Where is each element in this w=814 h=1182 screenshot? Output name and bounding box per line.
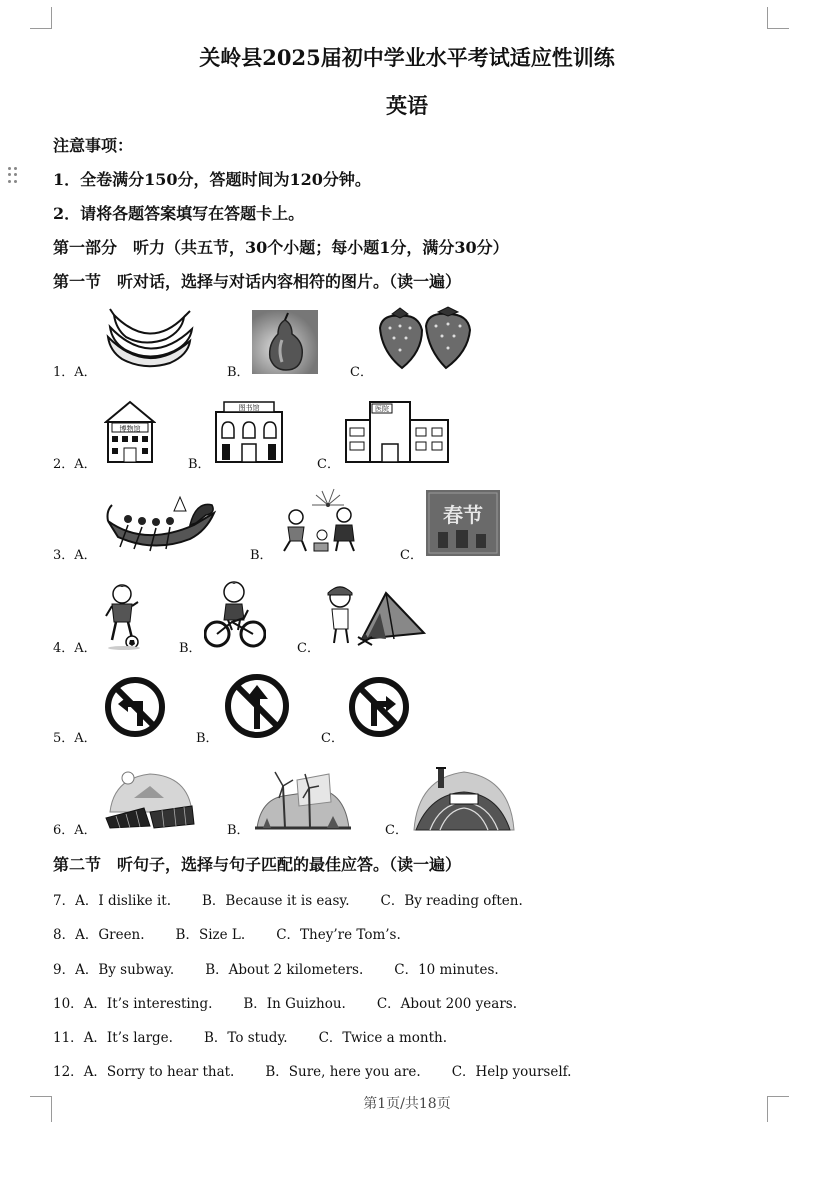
question-5-b: B． xyxy=(196,731,219,746)
pear-picture xyxy=(252,310,318,374)
question-3-b: B． xyxy=(250,548,273,563)
kids-playing-picture xyxy=(278,487,366,553)
dragon-boat-picture xyxy=(104,491,220,553)
hydro-power-picture xyxy=(410,764,516,832)
question-1-c: C． xyxy=(350,365,373,380)
question-2-c: C． xyxy=(317,457,340,472)
museum-sign: 博物馆 xyxy=(119,425,141,433)
no-left-turn-sign xyxy=(104,676,166,738)
question-6-b: B． xyxy=(227,823,250,838)
notice-heading: 注意事项： xyxy=(53,136,134,155)
question-3-c: C． xyxy=(400,548,423,563)
question-2-b: B． xyxy=(188,457,211,472)
question-2-number-a: 2．A． xyxy=(53,457,97,472)
crop-mark-top-left xyxy=(30,7,52,29)
crop-mark-top-right xyxy=(767,7,789,29)
question-11: 11．A．It’s large. B．To study. C．Twice a month. xyxy=(53,1030,448,1046)
question-4-number-a: 4．A． xyxy=(53,641,97,656)
spring-festival-sign: 春节 xyxy=(443,503,483,527)
question-1-number-a: 1．A． xyxy=(53,365,97,380)
spring-festival-picture xyxy=(426,490,500,556)
question-10: 10．A．It’s interesting. B．In Guizhou. C．About 200 years. xyxy=(53,996,517,1012)
question-1-b: B． xyxy=(227,365,250,380)
question-3-number-a: 3．A． xyxy=(53,548,97,563)
question-7: 7．A．I dislike it. B．Because it is easy. C．By reading often. xyxy=(53,893,523,909)
page-number: 第1页/共18页 xyxy=(363,1096,451,1112)
question-5-c: C． xyxy=(321,731,344,746)
boy-football-picture xyxy=(104,582,144,650)
hospital-sign: 医院 xyxy=(375,405,389,413)
question-4-c: C． xyxy=(297,641,320,656)
library-picture xyxy=(214,400,284,464)
question-9: 9．A．By subway. B．About 2 kilometers. C．10 minutes. xyxy=(53,962,499,978)
section2-title: 第二节 听句子，选择与句子匹配的最佳应答。（读一遍） xyxy=(53,855,462,874)
library-sign: 图书馆 xyxy=(238,404,260,412)
question-8: 8．A．Green. B．Size L. C．They’re Tom’s. xyxy=(53,927,401,943)
no-straight-sign xyxy=(224,673,290,739)
question-12: 12．A．Sorry to hear that. B．Sure, here you are. C．Help yourself. xyxy=(53,1064,572,1080)
section1-title: 第一节 听对话，选择与对话内容相符的图片。（读一遍） xyxy=(53,272,462,291)
museum-picture xyxy=(104,400,156,464)
wind-power-picture xyxy=(253,766,353,832)
camping-picture xyxy=(322,583,426,649)
boy-bike-picture xyxy=(204,578,266,650)
part1-title: 第一部分 听力（共五节，30个小题；每小题1分，满分30分） xyxy=(53,238,509,257)
subject-title: 英语 xyxy=(386,93,428,118)
bananas-picture xyxy=(104,307,196,373)
exam-title: 关岭县2025届初中学业水平考试适应性训练 xyxy=(199,45,615,70)
hospital-picture xyxy=(344,400,450,464)
question-6-c: C． xyxy=(385,823,408,838)
drag-handle-icon[interactable] xyxy=(8,167,18,183)
notice-item-2: 2．请将各题答案填写在答题卡上。 xyxy=(53,204,305,223)
no-right-turn-sign xyxy=(348,676,410,738)
question-6-number-a: 6．A． xyxy=(53,823,97,838)
question-5-number-a: 5．A． xyxy=(53,731,97,746)
solar-power-picture xyxy=(104,768,196,830)
notice-item-1: 1．全卷满分150分，答题时间为120分钟。 xyxy=(53,170,371,189)
question-4-b: B． xyxy=(179,641,202,656)
strawberries-picture xyxy=(376,306,472,372)
